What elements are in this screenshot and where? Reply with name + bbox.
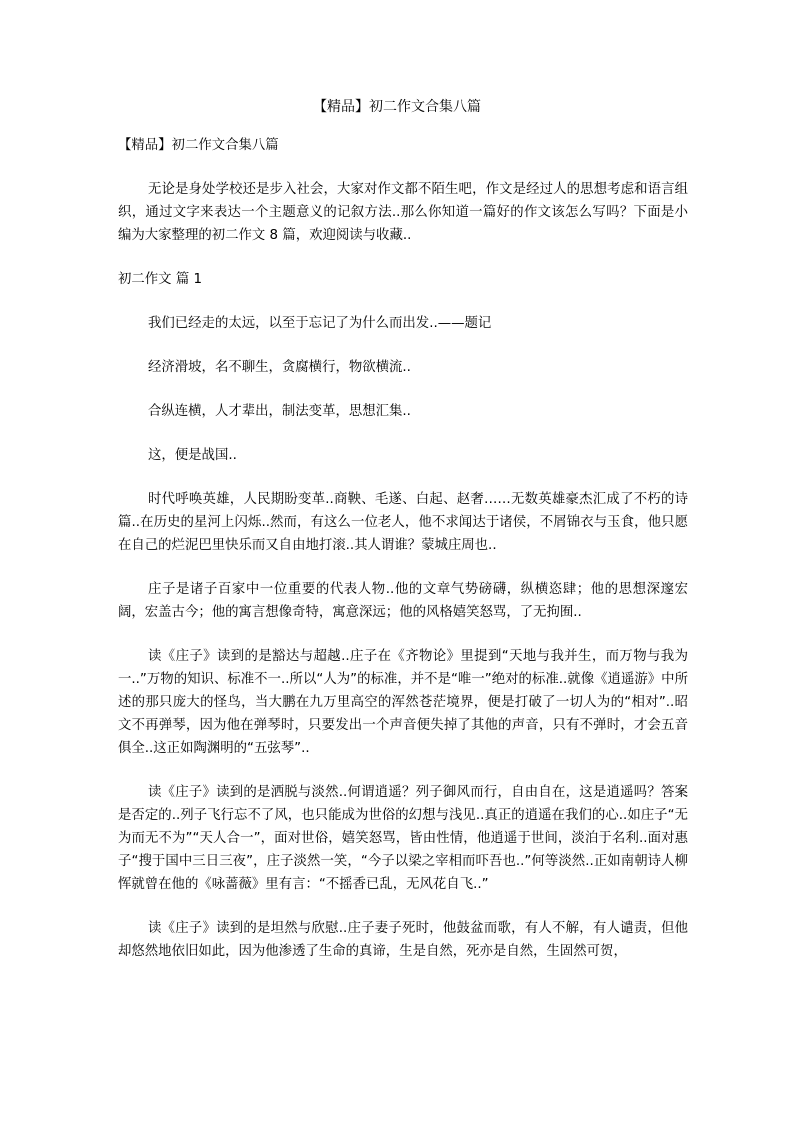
section-heading: 初二作文 篇 1 bbox=[118, 272, 202, 287]
paragraph: 这，便是战国.. bbox=[148, 448, 237, 463]
paragraph: 时代呼唤英雄，人民期盼变革..商鞅、毛遂、白起、赵奢……无数英雄豪杰汇成了不朽的诗篇..在历史的星河上闪烁..然而，有这么一位老人，他不求闻达于诸侯，不屑锦衣与玉食，他只愿在自己的烂泥巴里快乐而又自由地打滚..其人谓谁？蒙城庄周也.. bbox=[118, 492, 688, 553]
document-title: 【精品】初二作文合集八篇 bbox=[313, 99, 481, 115]
paragraph: 读《庄子》读到的是豁达与超越..庄子在《齐物论》里提到“天地与我并生，而万物与我为一..”万物的知识、标准不一..所以“人为”的标准，并不是“唯一”绝对的标准..就像《逍遥游》中所述的那只庞大的怪鸟，当大鹏在九万里高空的浑然苍茫境界，便是打破了一切人为的“相对”..昭文不再弹琴，因为他在弹琴时，只要发出一个声音便失掉了其他的声音，只有不弹时，才会五音俱全..这正如陶渊明的“五弦琴”.. bbox=[118, 649, 688, 756]
paragraph: 合纵连横，人才辈出，制法变革，思想汇集.. bbox=[148, 404, 411, 419]
paragraph: 读《庄子》读到的是洒脱与淡然..何谓逍遥？列子御风而行，自由自在，这是逍遥吗？答案是否定的..列子飞行忘不了风，也只能成为世俗的幻想与浅见..真正的逍遥在我们的心..如庄子“无为而无不为”“天人合一”，面对世俗，嬉笑怒骂，皆由性情，他逍遥于世间，淡泊于名利..面对惠子“搜于国中三日三夜”，庄子淡然一笑，“今子以梁之宰相而吓吾也..”何等淡然..正如南朝诗人柳恽就曾在他的《咏蔷薇》里有言：“不摇香已乱，无风花自飞..” bbox=[118, 785, 688, 892]
document-subtitle: 【精品】初二作文合集八篇 bbox=[118, 138, 279, 153]
paragraph: 我们已经走的太远，以至于忘记了为什么而出发..——题记 bbox=[148, 316, 492, 331]
document-body bbox=[118, 134, 688, 963]
paragraph: 庄子是诸子百家中一位重要的代表人物..他的文章气势磅礴，纵横恣肆；他的思想深邃宏阔，宏盖古今；他的寓言想像奇特，寓意深远；他的风格嬉笑怒骂，了无拘囿.. bbox=[118, 582, 688, 620]
intro-paragraph: 无论是身处学校还是步入社会，大家对作文都不陌生吧，作文是经过人的思想考虑和语言组织，通过文字来表达一个主题意义的记叙方法..那么你知道一篇好的作文该怎么写吗？下面是小编为大家整理的初二作文 8 篇，欢迎阅读与收藏.. bbox=[118, 182, 688, 243]
paragraph: 经济滑坡，名不聊生，贪腐横行，物欲横流.. bbox=[148, 360, 411, 375]
paragraph: 读《庄子》读到的是坦然与欣慰..庄子妻子死时，他鼓盆而歌，有人不解，有人谴责，但他却悠然地依旧如此，因为他渗透了生命的真谛，生是自然，死亦是自然，生固然可贺， bbox=[118, 921, 688, 959]
